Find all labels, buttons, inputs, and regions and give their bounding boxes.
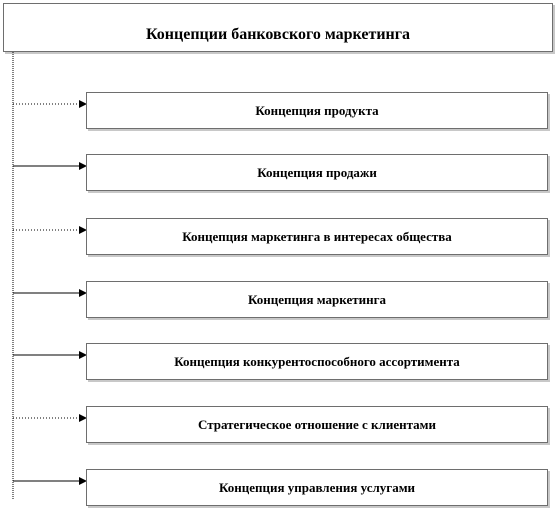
item-label: Концепция продукта xyxy=(255,102,379,118)
item-box-4 xyxy=(86,281,548,318)
item-box-1 xyxy=(86,92,548,129)
item-label: Концепция маркетинга xyxy=(248,291,386,307)
item-box-5 xyxy=(86,343,548,380)
item-box-3 xyxy=(86,218,548,255)
diagram-title: Концепции банковского маркетинга xyxy=(145,25,411,43)
item-box-2 xyxy=(86,154,548,191)
item-label: Концепция конкурентоспособного ассортимента xyxy=(174,353,460,369)
item-label: Концепция управления услугами xyxy=(218,479,416,495)
item-label: Стратегическое отношение с клиентами xyxy=(198,416,436,432)
item-box-7 xyxy=(86,469,548,506)
item-box-6 xyxy=(86,406,548,443)
item-label: Концепция маркетинга в интересах общества xyxy=(182,228,452,244)
item-label: Концепция продажи xyxy=(257,164,377,180)
